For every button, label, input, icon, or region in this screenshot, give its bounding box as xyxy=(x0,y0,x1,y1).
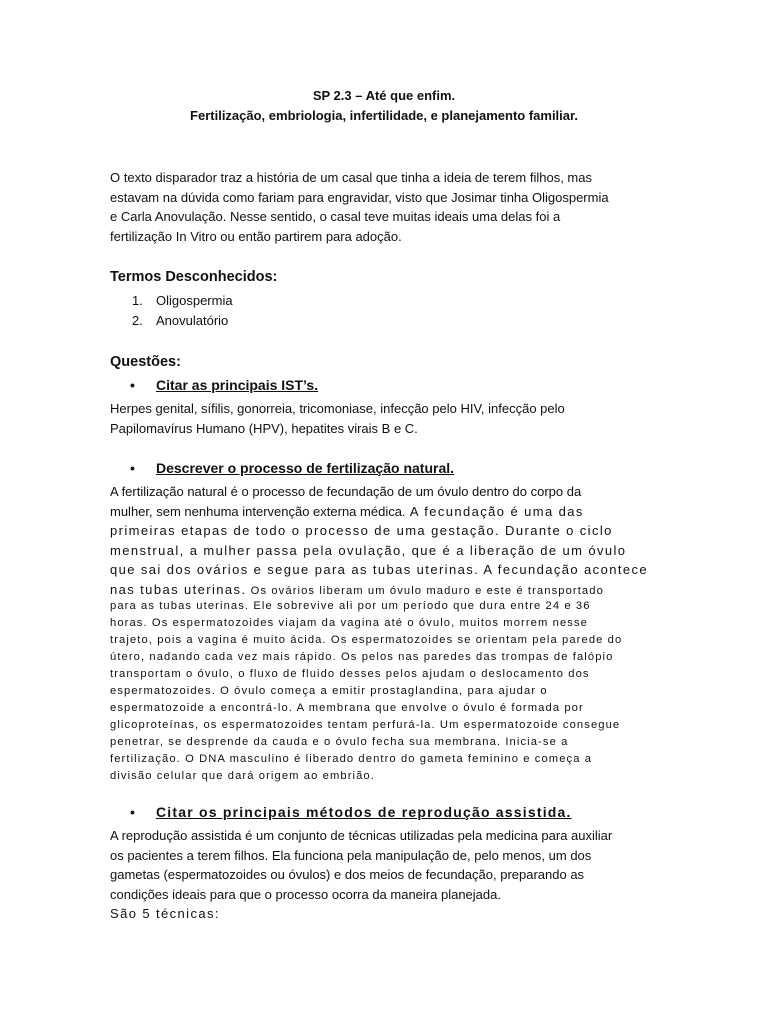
text-segment: Os ovários liberam um óvulo maduro e este é transportado xyxy=(246,584,604,597)
terms-heading: Termos Desconhecidos: xyxy=(110,269,278,285)
question-title: Citar os principais métodos de reprodução assistida. xyxy=(156,804,572,820)
list-number: 2. xyxy=(132,313,143,328)
text-line: para as tubas uterinas. Ele sobrevive ali por um período que dura entre 24 e 36 xyxy=(110,600,591,612)
text-line: A fertilização natural é o processo de fecundação de um óvulo dentro do corpo da xyxy=(110,484,582,499)
bullet-icon: • xyxy=(130,804,135,820)
text-line: espermatozoide a encontrá-lo. A membrana que envolve o óvulo é formada por xyxy=(110,702,584,714)
terms-list xyxy=(132,291,233,331)
text-line xyxy=(110,580,660,600)
answer-3 xyxy=(110,826,660,924)
list-label: Oligospermia xyxy=(156,293,233,308)
text-line: glicoproteínas, os espermatozoides tentam perfurá-la. Um espermatozoide consegue xyxy=(110,719,621,731)
bullet-icon: • xyxy=(130,460,135,476)
text-segment: mulher, sem nenhuma intervenção externa médica. xyxy=(110,503,406,519)
list-number: 1. xyxy=(132,293,143,308)
text-line: útero, nadando cada vez mais rápido. Os pelos nas paredes das trompas de falópio xyxy=(110,651,614,663)
list-label: Anovulatório xyxy=(156,313,229,328)
text-line: estavam na dúvida como fariam para engravidar, visto que Josimar tinha Oligospermia xyxy=(110,189,609,205)
intro-paragraph xyxy=(110,168,660,246)
text-line: trajeto, pois a vagina é muito ácida. Os espermatozoides se orientam pela parede do xyxy=(110,634,623,646)
text-line: menstrual, a mulher passa pela ovulação, que é a liberação de um óvulo xyxy=(110,542,627,558)
text-segment: A fecundação é uma das xyxy=(405,503,584,519)
question-1 xyxy=(130,377,318,393)
answer-2 xyxy=(110,482,660,600)
document-title: SP 2.3 – Até que enfim. xyxy=(312,88,456,103)
text-line: A reprodução assistida é um conjunto de técnicas utilizadas pela medicina para auxiliar xyxy=(110,828,613,843)
question-2 xyxy=(130,460,454,476)
text-line: fertilização In Vitro ou então partirem para adoção. xyxy=(110,228,402,244)
text-line: penetrar, se desprende da cauda e o óvulo fecha sua membrana. Inicia-se a xyxy=(110,736,569,748)
text-line: Papilomavírus Humano (HPV), hepatites virais B e C. xyxy=(110,420,418,436)
text-line: condições ideais para que o processo ocorra da maneira planejada. xyxy=(110,886,501,902)
text-line: e Carla Anovulação. Nesse sentido, o casal teve muitas ideais uma delas foi a xyxy=(110,209,561,224)
bullet-icon: • xyxy=(130,377,135,393)
text-line: divisão celular que dará origem ao embrião. xyxy=(110,770,375,782)
text-line: gametas (espermatozoides ou óvulos) e dos meios de fecundação, preparando as xyxy=(110,867,585,882)
techniques-label: São 5 técnicas: xyxy=(110,906,220,921)
text-segment: nas tubas uterinas. xyxy=(110,581,247,597)
question-title: Citar as principais IST’s. xyxy=(156,377,319,393)
list-item xyxy=(132,291,233,311)
question-title: Descrever o processo de fertilização natural. xyxy=(156,460,455,476)
text-line xyxy=(110,502,660,522)
text-line: os pacientes a terem filhos. Ela funciona pela manipulação de, pelo menos, um dos xyxy=(110,847,592,863)
text-line: que sai dos ovários e segue para as tubas uterinas. A fecundação acontece xyxy=(110,562,648,577)
text-line: espermatozoides. O óvulo começa a emitir prostaglandina, para ajudar o xyxy=(110,685,548,697)
answer-1 xyxy=(110,399,660,438)
questions-heading: Questões: xyxy=(110,354,181,370)
text-line: transportam o óvulo, o fluxo de fluido desses pelos ajudam o deslocamento dos xyxy=(110,668,590,680)
question-3 xyxy=(130,804,572,820)
text-line: primeiras etapas de todo o processo de uma gestação. Durante o ciclo xyxy=(110,523,613,538)
text-line: Herpes genital, sífilis, gonorreia, tricomoniase, infecção pelo HIV, infecção pelo xyxy=(110,401,565,416)
text-line: fertilização. O DNA masculino é liberado dentro do gameta feminino e começa a xyxy=(110,753,593,765)
list-item xyxy=(132,311,233,331)
document-subtitle: Fertilização, embriologia, infertilidade, e planejamento familiar. xyxy=(190,108,578,123)
answer-2-continued xyxy=(110,598,660,785)
text-line: O texto disparador traz a história de um casal que tinha a ideia de terem filhos, mas xyxy=(110,170,592,185)
text-line: horas. Os espermatozoides viajam da vagina até o óvulo, muitos morrem nesse xyxy=(110,617,588,629)
